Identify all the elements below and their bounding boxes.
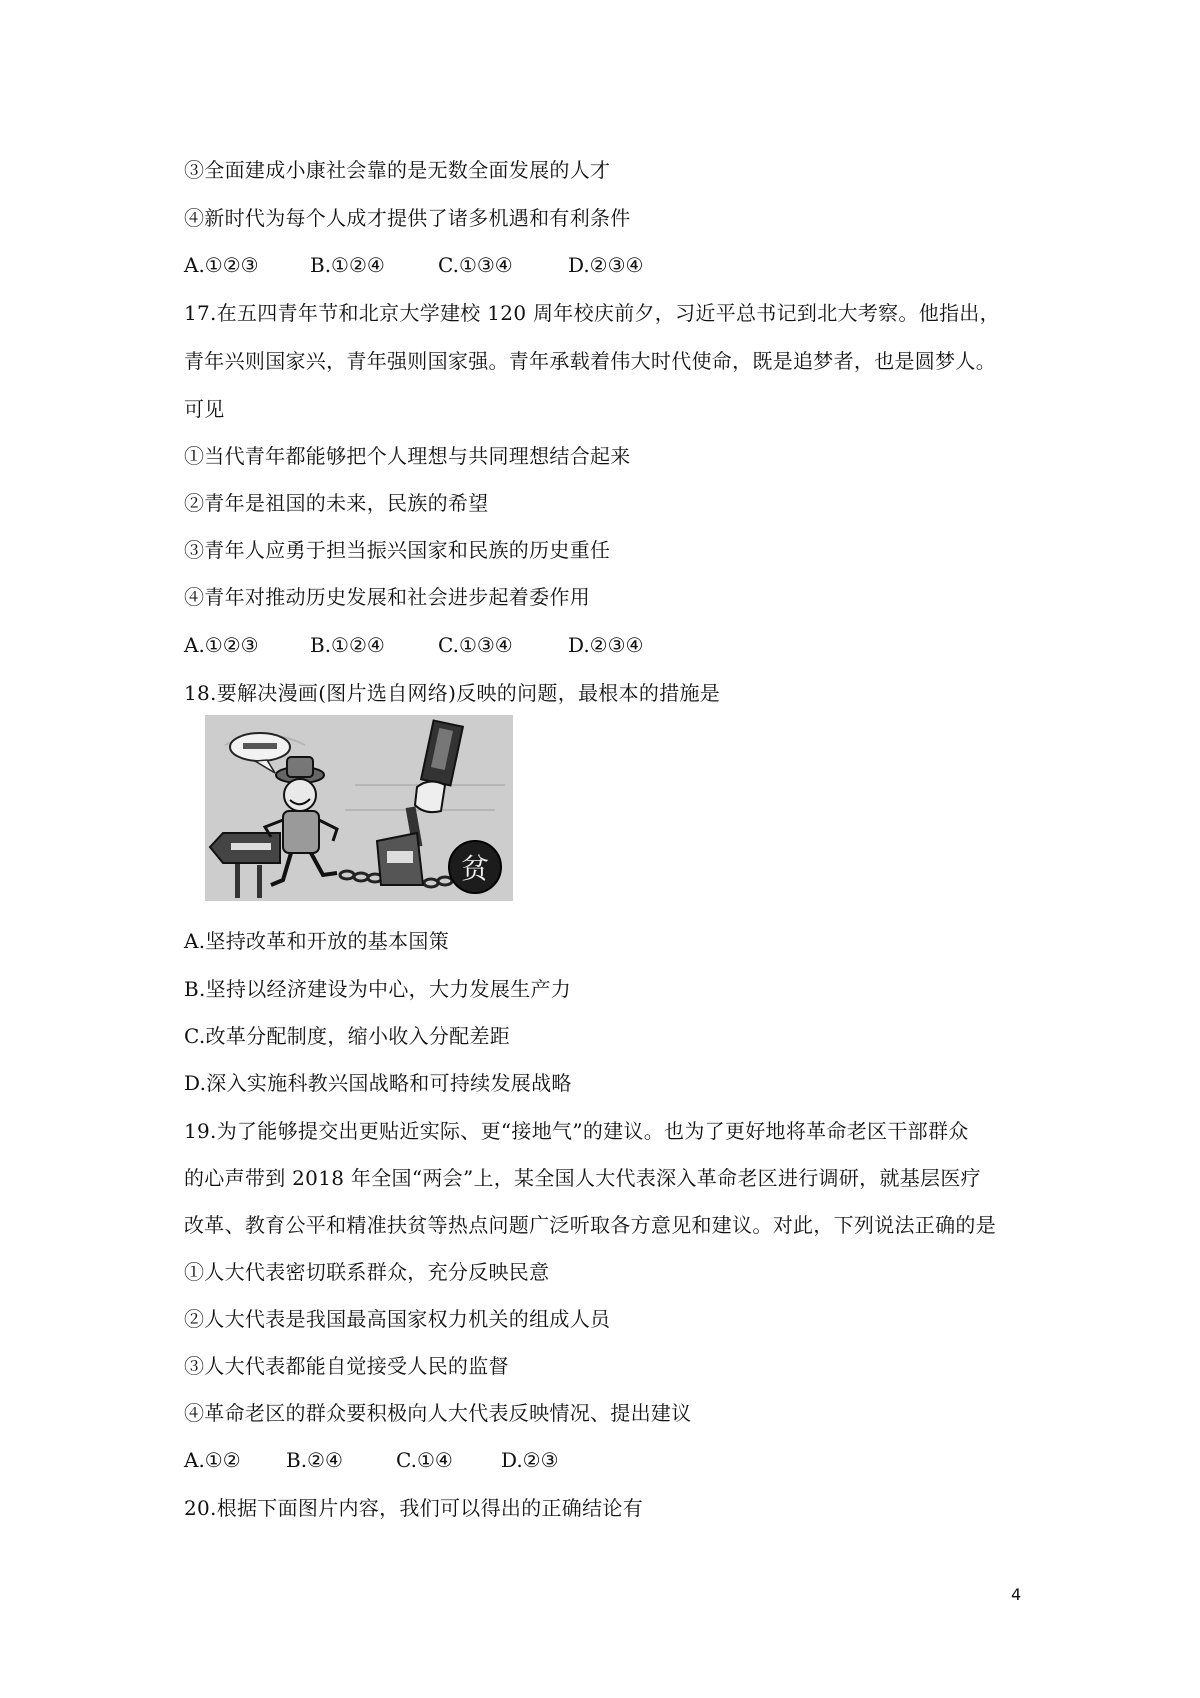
q19-answer-choices: [184, 1447, 684, 1473]
answer-choice-a: A.①②③: [184, 633, 259, 657]
answer-choice-b: B.①②④: [310, 633, 385, 657]
q19-stem-line-3: 改革、教育公平和精准扶贫等热点问题广泛听取各方意见和建议。对此，下列说法正确的是: [184, 1213, 996, 1237]
answer-choice-c: C.①④: [396, 1448, 453, 1472]
q17-option-1: ①当代青年都能够把个人理想与共同理想结合起来: [184, 444, 631, 468]
poverty-ball-label: 贫: [460, 852, 490, 885]
answer-choice-d: D.②③: [501, 1448, 559, 1472]
q17-stem-line-3: 可见: [184, 397, 225, 421]
answer-choice-a: A.①②③: [184, 253, 259, 277]
q18-option-c: C.改革分配制度，缩小收入分配差距: [184, 1024, 511, 1048]
q17-stem-line-2: 青年兴则国家兴，青年强则国家强。青年承载着伟大时代使命，既是追梦者，也是圆梦人。: [184, 349, 996, 373]
q18-option-b: B.坚持以经济建设为中心，大力发展生产力: [184, 977, 572, 1001]
answer-choice-c: C.①③④: [438, 253, 513, 277]
q18-option-d: D.深入实施科教兴国战略和可持续发展战略: [184, 1071, 572, 1095]
q17-option-2: ②青年是祖国的未来，民族的希望: [184, 491, 489, 515]
answer-choice-b: B.①②④: [310, 253, 385, 277]
q19-option-1: ①人大代表密切联系群众，充分反映民意: [184, 1260, 550, 1284]
q17-answer-choices: [184, 632, 784, 658]
answer-choice-c: C.①③④: [438, 633, 513, 657]
q19-stem-line-2: 的心声带到 2018 年全国“两会”上，某全国人大代表深入革命老区进行调研，就基层医疗: [184, 1166, 981, 1190]
q18-stem: 18.要解决漫画(图片选自网络)反映的问题，最根本的措施是: [184, 681, 721, 705]
poverty-cartoon-image: [205, 715, 513, 901]
q19-option-2: ②人大代表是我国最高国家权力机关的组成人员: [184, 1307, 611, 1331]
q19-option-3: ③人大代表都能自觉接受人民的监督: [184, 1354, 509, 1378]
q16-answer-choices: [184, 252, 784, 278]
cartoon-illustration: [205, 715, 513, 901]
q19-stem-line-1: 19.为了能够提交出更贴近实际、更“接地气”的建议。也为了更好地将革命老区干部群众: [184, 1119, 969, 1143]
answer-choice-b: B.②④: [286, 1448, 343, 1472]
answer-choice-a: A.①②: [184, 1448, 241, 1472]
answer-choice-d: D.②③④: [568, 253, 644, 277]
q16-option-3: ③全面建成小康社会靠的是无数全面发展的人才: [184, 158, 611, 182]
q19-option-4: ④革命老区的群众要积极向人大代表反映情况、提出建议: [184, 1401, 692, 1425]
q18-option-a: A.坚持改革和开放的基本国策: [184, 929, 450, 953]
q17-option-4: ④青年对推动历史发展和社会进步起着委作用: [184, 585, 590, 609]
page-number: 4: [1011, 1585, 1022, 1604]
q20-stem: 20.根据下面图片内容，我们可以得出的正确结论有: [184, 1496, 644, 1520]
q17-option-3: ③青年人应勇于担当振兴国家和民族的历史重任: [184, 538, 611, 562]
answer-choice-d: D.②③④: [568, 633, 644, 657]
q17-stem-line-1: 17.在五四青年节和北京大学建校 120 周年校庆前夕，习近平总书记到北大考察。他指出，: [184, 301, 1000, 325]
q16-option-4: ④新时代为每个人成才提供了诸多机遇和有利条件: [184, 206, 631, 230]
